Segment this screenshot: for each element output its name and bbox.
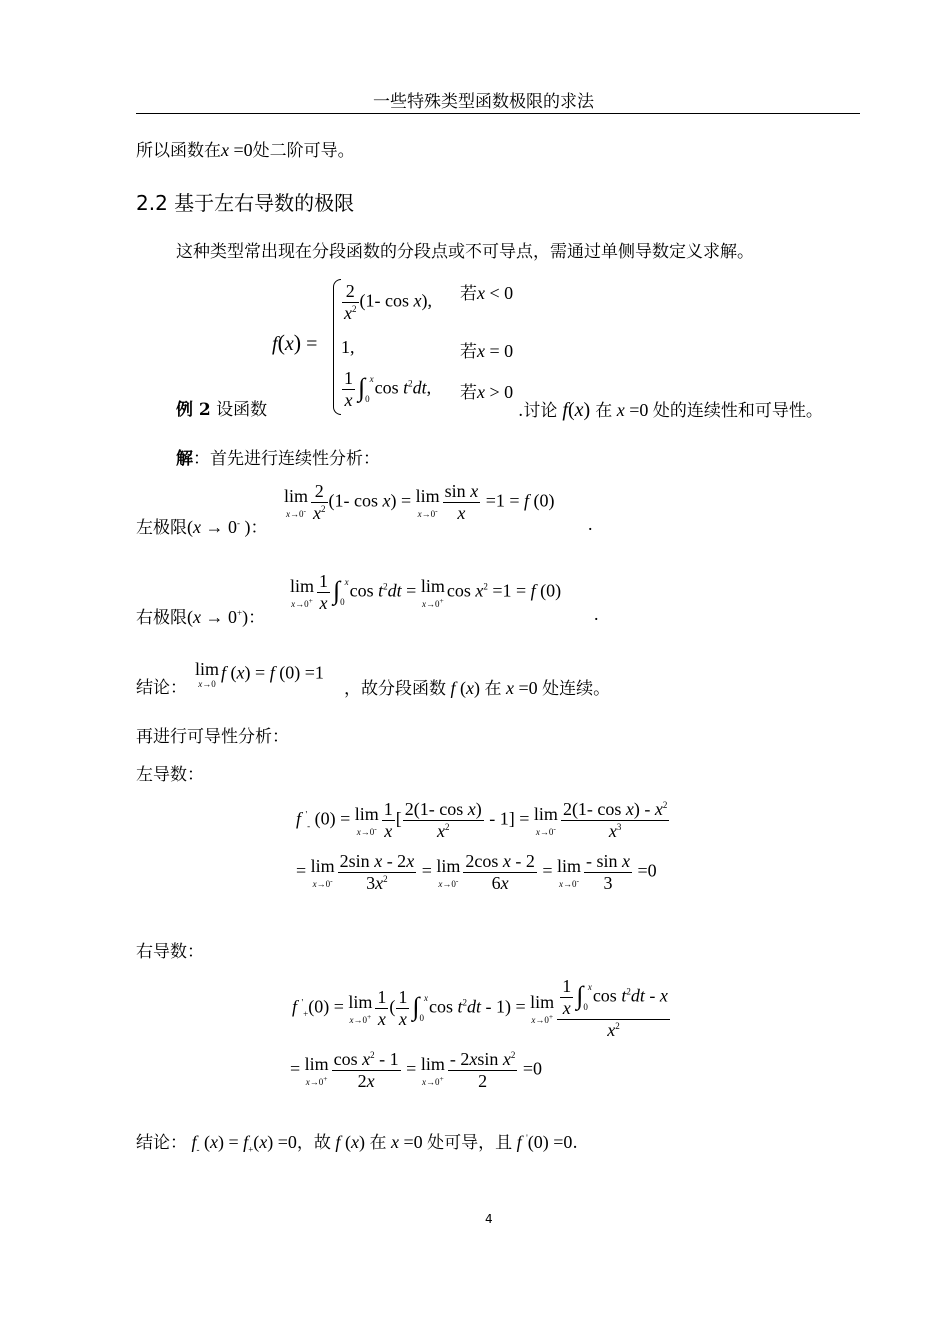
conclusion2-text-b: 在 xyxy=(369,1133,387,1153)
header-rule xyxy=(136,113,860,114)
line1-math-eq: =0 xyxy=(233,140,253,160)
right-limit-colon: ： xyxy=(248,608,266,628)
piecewise-case-2: 1, xyxy=(341,337,355,357)
conclusion1-text-c: 处连续。 xyxy=(542,679,611,699)
piecewise-cond-3: 若x > 0 xyxy=(460,382,514,403)
conclusion1-label: 结论： xyxy=(136,678,187,698)
example-text-b: .讨论 xyxy=(518,401,558,421)
piecewise-cond-1: 若x < 0 xyxy=(460,283,514,304)
left-derivative-label: 左导数： xyxy=(136,765,204,785)
left-limit-label: 左极限 xyxy=(136,518,187,538)
right-limit-period: . xyxy=(594,604,599,624)
example-discussion: .讨论 f(x) 在 x =0 处的连续性和可导性。 xyxy=(518,399,823,421)
conclusion2-text-d: . xyxy=(572,1133,578,1153)
left-limit-period: . xyxy=(588,514,593,534)
solution-label: 解 xyxy=(176,449,193,469)
left-limit-colon: ： xyxy=(250,518,268,538)
example-text-a: 设函数 xyxy=(216,400,268,420)
example-label: 例 2 xyxy=(176,400,211,420)
conclusion1-line xyxy=(136,677,187,699)
conclusion2-label: 结论： xyxy=(136,1133,187,1153)
conclusion2-line: 结论： $f_-$ $(x) = f_+(x) =0$，故 f (x) 在 x =0 处可导，且 f '(0) =0. xyxy=(136,1132,578,1155)
example-label-line xyxy=(176,399,267,421)
cond1-text: 若 xyxy=(460,284,477,304)
paragraph-line-1 xyxy=(136,139,355,162)
solution-line xyxy=(176,448,380,470)
cond2-text: 若 xyxy=(460,342,477,362)
conclusion1-formula: lim x→0 f (x) = f (0) =1 xyxy=(195,659,324,689)
page-header-title: 一些特殊类型函数极限的求法 xyxy=(373,92,594,112)
conclusion1-rest: ，故分段函数 f (x) 在 x =0 处连续。 xyxy=(344,678,611,699)
line1-text-b: 处二阶可导。 xyxy=(252,141,355,161)
line1-math-x: x xyxy=(221,140,229,160)
cond3-text: 若 xyxy=(460,383,477,403)
piecewise-lhs: f(x) = xyxy=(272,330,318,355)
left-derivative-formula-1: f '$_-$ (0) = lim x→0- $\frac{1}{x}$ [ $\frac{\text{2(1- cos x)}}{x^2}$ - 1] = lim x→0- $\frac{2(1- \cos x) - x^2}{x^3}$ xyxy=(296,799,668,841)
piecewise-case-3: $\frac{1}{x}$ $\int_0^x\cos$ $t^2dt$, xyxy=(344,368,432,410)
right-limit-label: 右极限 xyxy=(136,608,187,628)
piecewise-cond-2: 若x = 0 xyxy=(460,341,514,362)
piecewise-brace xyxy=(333,279,341,415)
right-derivative-label: 右导数： xyxy=(136,942,204,962)
right-derivative-formula-1: f '$_+$(0) = lim x→0+ $\frac{1}{x}$ ( $\frac{1}{x}$ $\int_0^x\cos$ $t^2dt - 1$) = lim x→0+ $\frac{1}{x}$ $\int_0^x\cos$ $t^2dt$ - x $x^2$ xyxy=(292,976,668,1040)
cond3-rel: > 0 xyxy=(489,382,514,402)
conclusion2-text-c: 处可导，且 xyxy=(427,1133,513,1153)
example-text-c: 在 xyxy=(595,401,613,421)
line1-text-a: 所以函数在 xyxy=(136,141,221,161)
page-number: 4 xyxy=(485,1212,493,1226)
conclusion2-text-a: ，故 xyxy=(296,1133,331,1153)
cond2-rel: = 0 xyxy=(489,341,514,361)
left-limit-formula: lim x→0- $\frac{2}{x^2}$ (1- cos x) = lim x→0- $\frac{\text{sin x}}{x}$ =1 = f (0) xyxy=(284,481,555,523)
conclusion1-text-a: ，故分段函数 xyxy=(344,679,446,699)
section-heading: 2.2 基于左右导数的极限 xyxy=(136,191,355,215)
right-derivative-formula-2: = lim x→0+ $\frac{\cos x^2 - 1}{2x}$ = lim x→0+ $\frac{- 2xsin x^2}{2}$ =0 xyxy=(290,1049,543,1091)
cond1-rel: < 0 xyxy=(489,283,514,303)
example-text-d: 处的连续性和可导性。 xyxy=(652,401,823,421)
intro-paragraph: 这种类型常出现在分段函数的分段点或不可导点，需通过单侧导数定义求解。 xyxy=(176,242,754,262)
conclusion1-text-b: 在 xyxy=(484,679,502,699)
left-limit-label-line: 左极限(x → 0- )： xyxy=(136,517,268,538)
differentiability-line: 再进行可导性分析： xyxy=(136,727,289,747)
piecewise-case-1: $\frac{2}{x^2}$ (1- cos x), xyxy=(344,281,432,323)
right-limit-formula: lim x→0+ $\frac{1}{x}$ $\int_0^x\cos$ $t^2dt$ = lim x→0+ $\cos x^2 =1 = f$ (0) xyxy=(290,571,562,613)
right-limit-label-line: 右极限(x → 0+)： xyxy=(136,607,266,628)
left-derivative-formula-2: = lim x→0- $\frac{\text{2sin x - 2x}}{3x^2}$ = lim x→0- $\frac{\text{2cos x - 2}}{6x}$ = lim x→0- $\frac{\text{- sin x}}{3}$ =0 xyxy=(296,851,657,893)
solution-text: ：首先进行连续性分析： xyxy=(193,449,380,469)
